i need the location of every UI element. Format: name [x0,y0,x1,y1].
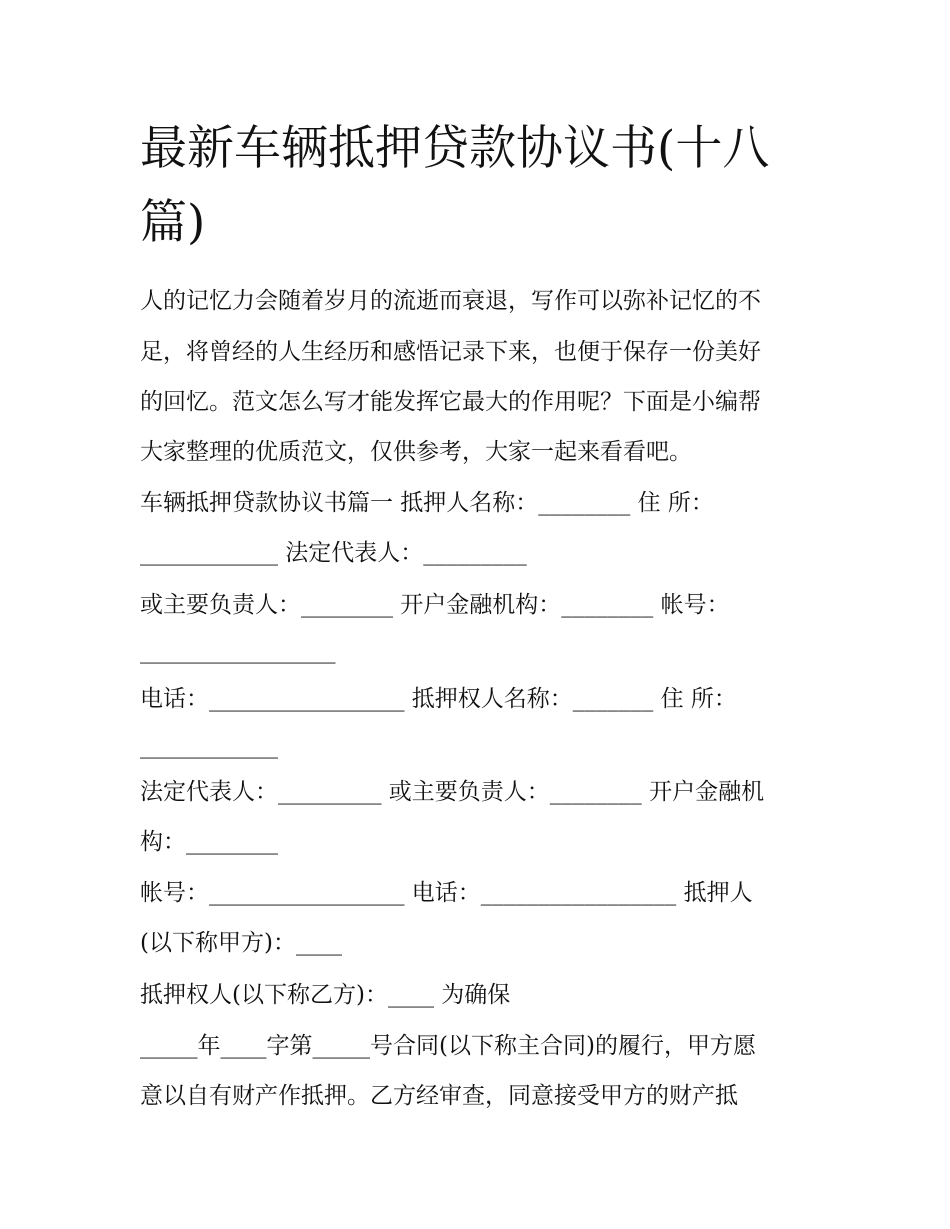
body-line: 构：________ [140,829,278,855]
body-line: _____年____字第_____号合同(以下称主合同)的履行，甲方愿 [140,1033,756,1059]
document-title: 最新车辆抵押贷款协议书(十八篇) [140,121,770,250]
body-line: ____________ 法定代表人：_________ [140,540,527,566]
body-line: 人的记忆力会随着岁月的流逝而衰退，写作可以弥补记忆的不 [140,288,761,314]
body-line: (以下称甲方)：____ [140,930,342,956]
body-line: 足，将曾经的人生经历和感悟记录下来，也便于保存一份美好 [140,339,761,365]
body-line: ____________ [140,733,278,759]
body-line: 电话：_________________ 抵押权人名称：_______ 住 所： [140,686,737,712]
body-line: 车辆抵押贷款协议书篇一 抵押人名称：________ 住 所： [140,490,714,516]
body-line: 意以自有财产作抵押。乙方经审查，同意接受甲方的财产抵 [140,1083,738,1109]
body-line: _________________ [140,638,336,664]
body-line: 法定代表人：_________ 或主要负责人：________ 开户金融机 [140,779,765,805]
body-line: 帐号：_________________ 电话：_________________ 抵押人 [140,880,753,906]
body-line: 大家整理的优质范文，仅供参考，大家一起来看看吧。 [140,439,692,465]
body-line: 抵押权人(以下称乙方)：____ 为确保 [140,982,511,1008]
body-line: 或主要负责人：________ 开户金融机构：________ 帐号： [140,592,730,618]
body-line: 的回忆。范文怎么写才能发挥它最大的作用呢？下面是小编帮 [140,389,761,415]
